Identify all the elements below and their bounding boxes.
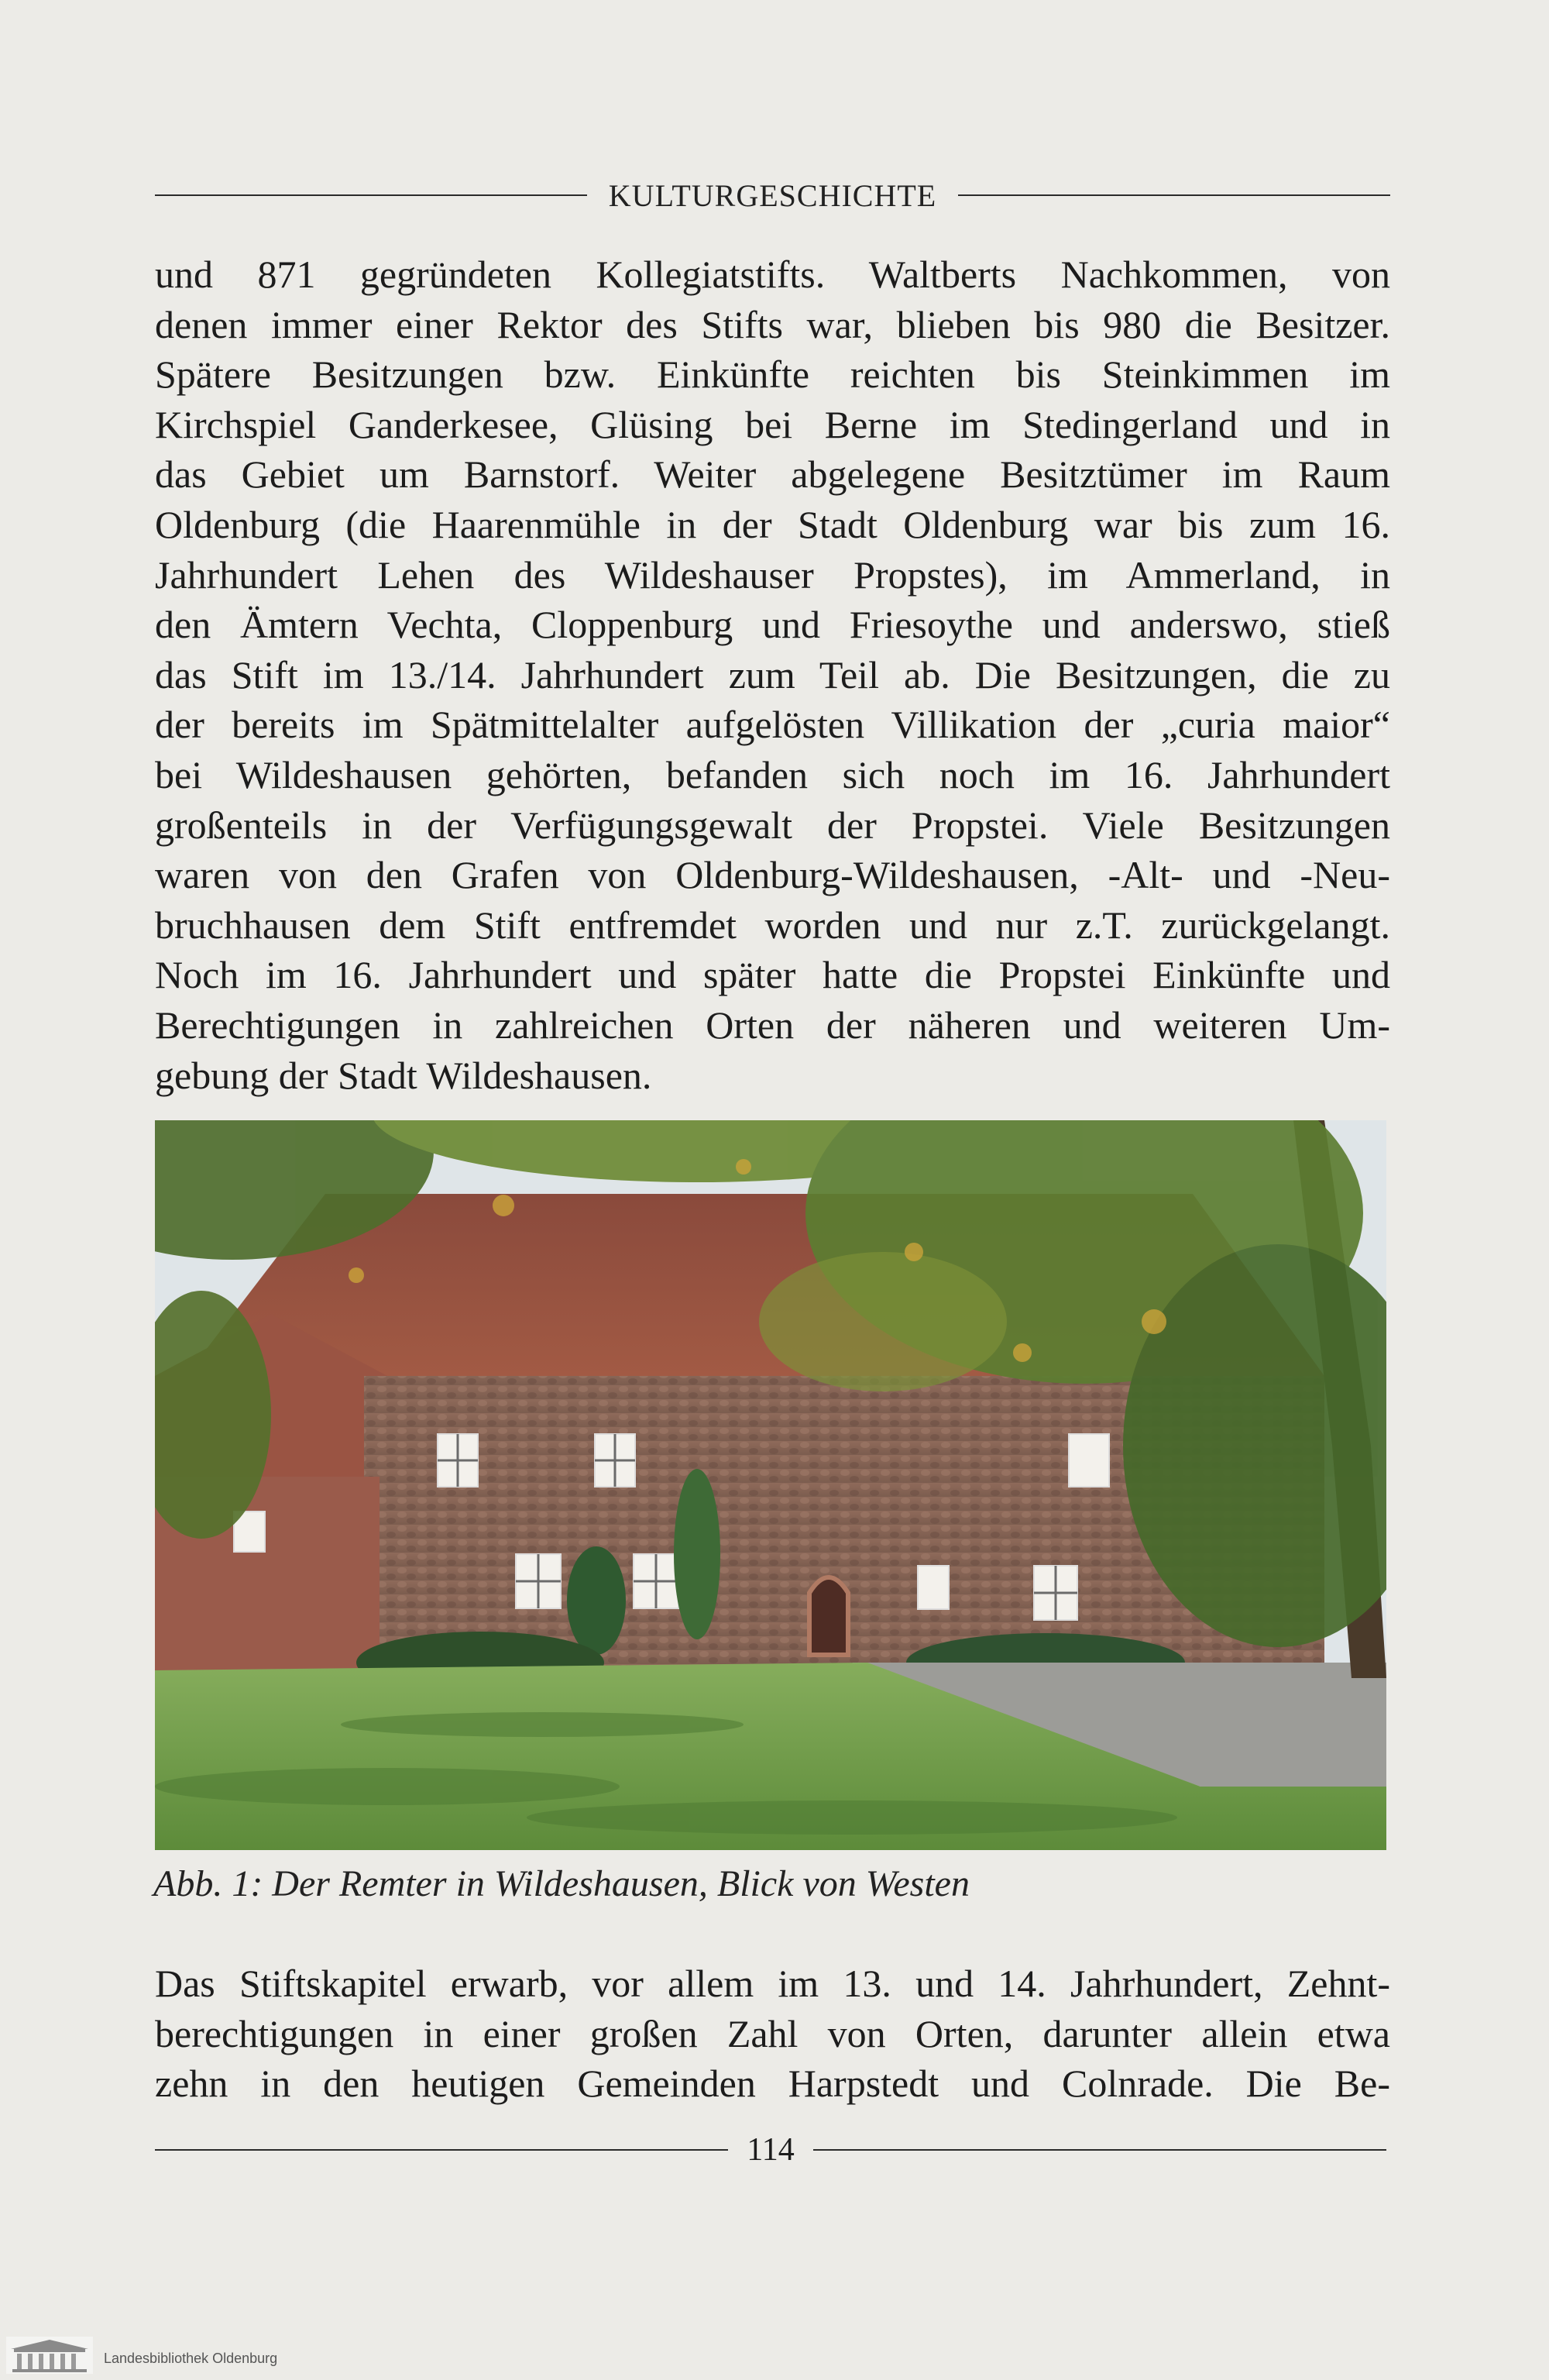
header-rule-right xyxy=(958,194,1390,196)
text-line: den Ämtern Vechta, Cloppenburg und Friesoythe und anderswo, stieß xyxy=(155,603,1390,647)
text-line: das Gebiet um Barnstorf. Weiter abgelegene Besitztümer im Raum xyxy=(155,452,1390,497)
text-line: berechtigungen in einer großen Zahl von Orten, darunter allein etwa xyxy=(155,2011,1390,2055)
text-line: großenteils in der Verfügungsgewalt der Propstei. Viele Besitzungen xyxy=(155,803,1390,847)
figure-photo-remter xyxy=(155,1120,1386,1850)
text-line: bei Wildeshausen gehörten, befanden sich noch im 16. Jahrhundert xyxy=(155,752,1390,796)
page-number: 114 xyxy=(747,2132,795,2168)
library-name: Landesbibliothek Oldenburg xyxy=(104,2351,278,2366)
text-line: Berechtigungen in zahlreichen Orten der näheren und weiteren Um- xyxy=(155,1003,1390,1047)
text-line: der bereits im Spätmittelalter aufgelösten Villikation der „curia maior“ xyxy=(155,703,1390,747)
text-line: Jahrhundert Lehen des Wildeshauser Propstes), im Ammerland, in xyxy=(155,552,1390,597)
text-line: das Stift im 13./14. Jahrhundert zum Teil ab. Die Besitzungen, die zu xyxy=(155,652,1390,696)
running-header xyxy=(155,177,1390,214)
header-rule-left xyxy=(155,194,587,196)
text-line: und 871 gegründeten Kollegiatstifts. Waltberts Nachkommen, von xyxy=(155,253,1390,296)
text-line: Oldenburg (die Haarenmühle in der Stadt Oldenburg war bis zum 16. xyxy=(155,502,1390,546)
running-head-title: KULTURGESCHICHTE xyxy=(608,177,937,213)
photo-illustration xyxy=(155,1120,1386,1850)
library-building-icon xyxy=(6,2337,93,2374)
text-line: bruchhausen dem Stift entfremdet worden und nur z.T. zurückgelangt. xyxy=(155,903,1390,947)
figure-caption: Abb. 1: Der Remter in Wildeshausen, Blick von Westen xyxy=(153,1863,970,1904)
text-line: denen immer einer Rektor des Stifts war, blieben bis 980 die Besitzer. xyxy=(155,302,1390,346)
body-paragraph-2 xyxy=(155,1959,1390,2109)
text-line: gebung der Stadt Wildeshausen. xyxy=(155,1053,652,1097)
page-footer xyxy=(155,2131,1386,2169)
text-line: Spätere Besitzungen bzw. Einkünfte reichten bis Steinkimmen im xyxy=(155,353,1390,397)
text-line: waren von den Grafen von Oldenburg-Wildeshausen, -Alt- und -Neu- xyxy=(155,853,1390,897)
body-paragraph-1 xyxy=(155,249,1390,1100)
text-line: Noch im 16. Jahrhundert und später hatte die Propstei Einkünfte und xyxy=(155,953,1390,997)
text-line: Kirchspiel Ganderkesee, Glüsing bei Berne im Stedingerland und in xyxy=(155,402,1390,446)
text-line: Das Stiftskapitel erwarb, vor allem im 13. und 14. Jahrhundert, Zehnt- xyxy=(155,1962,1390,2005)
footer-rule-left xyxy=(155,2149,728,2151)
text-line: zehn in den heutigen Gemeinden Harpstedt und Colnrade. Die Be- xyxy=(155,2062,1390,2106)
footer-rule-right xyxy=(813,2149,1386,2151)
